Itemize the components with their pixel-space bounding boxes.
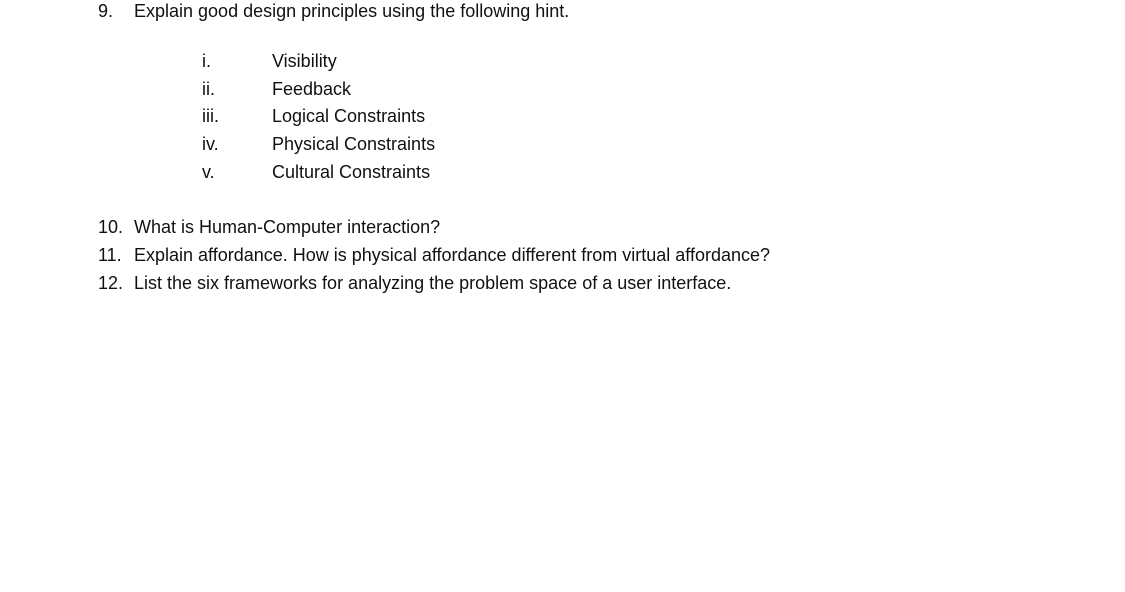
- question-text: Explain affordance. How is physical affordance different from virtual affordance?: [134, 245, 771, 265]
- hint-text: Feedback: [272, 79, 352, 99]
- question-number: 11.: [98, 245, 122, 265]
- hint-roman-numeral: ii.: [202, 79, 215, 99]
- hint-text: Physical Constraints: [272, 134, 436, 154]
- question-number: 12.: [98, 273, 124, 293]
- question-text: List the six frameworks for analyzing the problem space of a user interface.: [134, 273, 732, 293]
- question-12: [98, 272, 731, 294]
- hint-roman-numeral: i.: [202, 51, 211, 71]
- question-text: Explain good design principles using the following hint.: [134, 1, 570, 21]
- hint-roman-numeral: iv.: [202, 134, 219, 154]
- hint-text: Visibility: [272, 51, 337, 71]
- question-10: [98, 216, 440, 238]
- question-11: [98, 244, 770, 266]
- hint-roman-numeral: iii.: [202, 106, 219, 126]
- question-9: [98, 0, 569, 22]
- hint-roman-numeral: v.: [202, 162, 215, 182]
- hint-text: Cultural Constraints: [272, 162, 431, 182]
- question-number: 10.: [98, 217, 124, 237]
- hint-text: Logical Constraints: [272, 106, 426, 126]
- question-number: 9.: [98, 1, 114, 21]
- question-text: What is Human-Computer interaction?: [134, 217, 441, 237]
